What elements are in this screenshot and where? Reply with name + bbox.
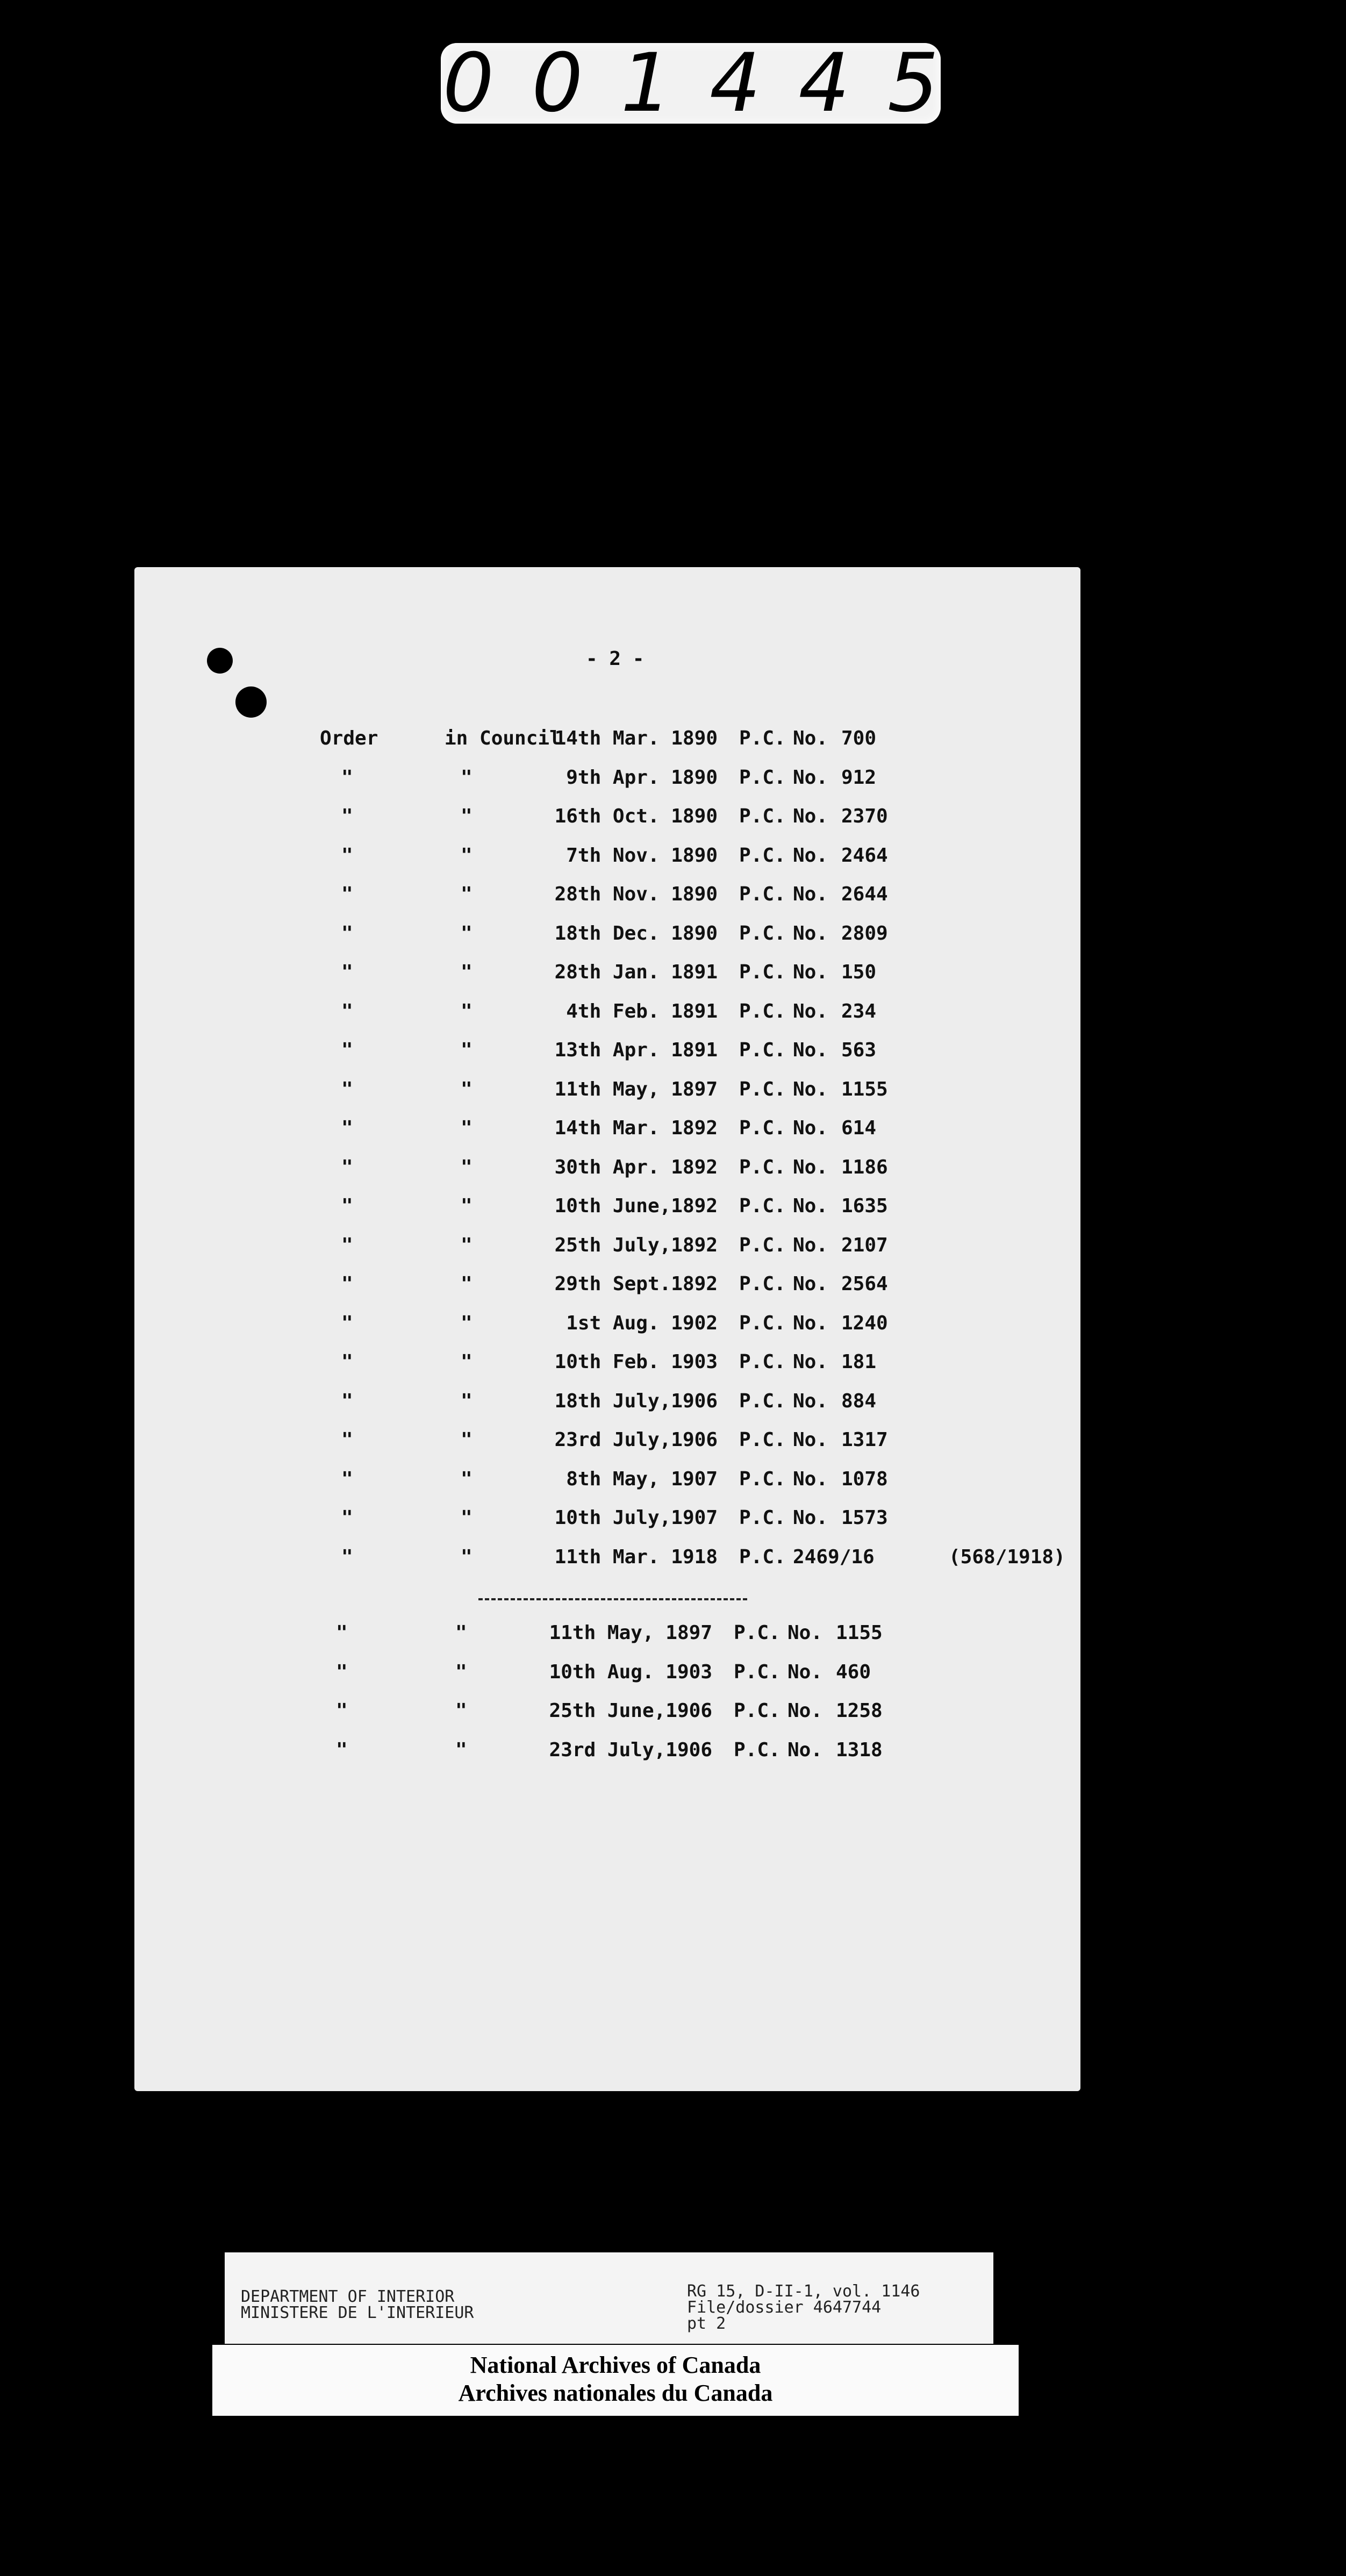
order-b: ": [461, 1312, 472, 1334]
order-pc: P.C.: [739, 1507, 786, 1529]
order-no: No.: [793, 1195, 828, 1217]
order-b: ": [461, 883, 472, 905]
order-a: ": [336, 1738, 348, 1761]
order-no: No.: [793, 1117, 828, 1139]
order-no: No.: [787, 1738, 823, 1761]
order-a: ": [341, 922, 353, 944]
order-b: ": [461, 1234, 472, 1256]
order-pc: P.C.: [734, 1661, 781, 1683]
order-num: 181: [841, 1351, 877, 1373]
order-no: No.: [787, 1622, 823, 1644]
order-a: ": [341, 1078, 353, 1100]
order-a: ": [341, 1390, 353, 1412]
order-a: ": [341, 1039, 353, 1061]
order-num: 1186: [841, 1156, 888, 1178]
order-pc: P.C.: [734, 1700, 781, 1722]
order-b: ": [461, 1545, 472, 1568]
order-no: No.: [793, 961, 828, 983]
order-b: ": [461, 1429, 472, 1451]
order-pc: P.C.: [739, 961, 786, 983]
order-pc: P.C.: [739, 805, 786, 827]
order-date: 1st Aug. 1902: [566, 1312, 718, 1334]
order-a: ": [336, 1661, 348, 1683]
order-a: ": [341, 1545, 353, 1568]
order-no: No.: [787, 1700, 823, 1722]
punch-hole: [235, 686, 267, 718]
order-pc: P.C.: [739, 1545, 786, 1568]
order-a: ": [341, 805, 353, 827]
order-a: ": [341, 1156, 353, 1178]
punch-hole: [207, 648, 233, 674]
order-date: 10th Aug. 1903: [549, 1661, 712, 1683]
order-pc: P.C.: [739, 1390, 786, 1412]
order-date: 18th Dec. 1890: [554, 922, 718, 944]
order-pc: P.C.: [739, 1234, 786, 1256]
order-a: Order: [320, 727, 378, 749]
order-no: No.: [793, 805, 828, 827]
order-no: No.: [793, 727, 828, 749]
order-b: ": [461, 1039, 472, 1061]
order-num: 2809: [841, 922, 888, 944]
order-pc: P.C.: [739, 1468, 786, 1490]
order-a: ": [341, 1000, 353, 1022]
order-no: No.: [793, 1507, 828, 1529]
order-b: ": [455, 1700, 467, 1722]
order-no: No.: [793, 1312, 828, 1334]
order-pc: P.C.: [739, 1000, 786, 1022]
order-b: ": [461, 766, 472, 789]
order-no: No.: [793, 1234, 828, 1256]
order-b: ": [455, 1738, 467, 1761]
order-pc: P.C.: [739, 1273, 786, 1295]
order-date: 13th Apr. 1891: [554, 1039, 718, 1061]
file-reference: [687, 2284, 920, 2332]
order-b: ": [455, 1661, 467, 1683]
order-num: 614: [841, 1117, 877, 1139]
order-date: 10th July,1907: [554, 1507, 718, 1529]
order-date: 7th Nov. 1890: [566, 844, 718, 867]
order-date: 11th Mar. 1918: [554, 1545, 718, 1568]
order-no: No.: [793, 922, 828, 944]
order-a: ": [336, 1700, 348, 1722]
order-num: 1155: [836, 1622, 883, 1644]
order-num: 1258: [836, 1700, 883, 1722]
order-no: No.: [793, 1000, 828, 1022]
department-name-fr: MINISTERE DE L'INTERIEUR: [241, 2303, 474, 2322]
order-b: ": [461, 1390, 472, 1412]
order-num: 2564: [841, 1273, 888, 1295]
order-extra: (568/1918): [949, 1545, 1065, 1568]
order-b: ": [461, 1078, 472, 1100]
archive-reference-label: [225, 2252, 993, 2344]
order-no: No.: [793, 1078, 828, 1100]
order-b: in Council: [445, 727, 561, 749]
order-num: 1155: [841, 1078, 888, 1100]
record-group: RG 15, D-II-1, vol. 1146: [687, 2282, 920, 2301]
order-pc: P.C.: [739, 1156, 786, 1178]
order-num: 2370: [841, 805, 888, 827]
order-num: 1635: [841, 1195, 888, 1217]
separator-line: [478, 1598, 747, 1600]
frame-number-stamp: [441, 37, 977, 130]
order-num: 912: [841, 766, 877, 789]
order-a: ": [341, 883, 353, 905]
order-pc: P.C.: [734, 1622, 781, 1644]
order-pc: P.C.: [739, 1117, 786, 1139]
order-no: No.: [793, 844, 828, 867]
order-b: ": [461, 961, 472, 983]
order-a: ": [341, 844, 353, 867]
department-name-en: DEPARTMENT OF INTERIOR: [241, 2287, 455, 2306]
order-num: 700: [841, 727, 877, 749]
order-b: ": [461, 844, 472, 867]
order-pc: P.C.: [739, 1351, 786, 1373]
order-date: 25th July,1892: [554, 1234, 718, 1256]
order-no: No.: [793, 766, 828, 789]
order-date: 23rd July,1906: [549, 1738, 712, 1761]
order-no: No.: [793, 1273, 828, 1295]
order-date: 23rd July,1906: [554, 1429, 718, 1451]
order-date: 9th Apr. 1890: [566, 766, 718, 789]
order-a: ": [341, 1351, 353, 1373]
order-pc: P.C.: [739, 1039, 786, 1061]
order-date: 10th June,1892: [554, 1195, 718, 1217]
document-page: [134, 567, 1080, 2091]
order-b: ": [461, 1507, 472, 1529]
order-no: No.: [793, 1039, 828, 1061]
order-date: 10th Feb. 1903: [554, 1351, 718, 1373]
order-b: ": [461, 805, 472, 827]
order-pc: P.C.: [739, 766, 786, 789]
file-part: pt 2: [687, 2314, 726, 2333]
order-num: 563: [841, 1039, 877, 1061]
page-number: - 2 -: [586, 648, 645, 670]
order-num: 2644: [841, 883, 888, 905]
order-pc: P.C.: [739, 883, 786, 905]
order-date: 14th Mar. 1892: [554, 1117, 718, 1139]
order-b: ": [461, 1351, 472, 1373]
order-date: 11th May, 1897: [549, 1622, 712, 1644]
archives-name-fr: Archives nationales du Canada: [458, 2380, 773, 2406]
order-no: No.: [793, 883, 828, 905]
order-num: 884: [841, 1390, 877, 1412]
order-pc: P.C.: [734, 1738, 781, 1761]
order-date: 25th June,1906: [549, 1700, 712, 1722]
order-date: 4th Feb. 1891: [566, 1000, 718, 1022]
order-a: ": [341, 1234, 353, 1256]
order-date: 16th Oct. 1890: [554, 805, 718, 827]
order-b: ": [461, 1156, 472, 1178]
order-date: 30th Apr. 1892: [554, 1156, 718, 1178]
order-num: 1240: [841, 1312, 888, 1334]
order-date: 28th Nov. 1890: [554, 883, 718, 905]
order-num: 2107: [841, 1234, 888, 1256]
archives-name-en: National Archives of Canada: [470, 2352, 761, 2378]
archives-credit: [212, 2345, 1019, 2416]
order-num: 1573: [841, 1507, 888, 1529]
order-no: No.: [793, 1390, 828, 1412]
order-num: 150: [841, 961, 877, 983]
order-a: ": [341, 1195, 353, 1217]
department-name: [241, 2289, 474, 2321]
order-a: ": [341, 1429, 353, 1451]
order-no: No.: [793, 1351, 828, 1373]
order-num: 460: [836, 1661, 871, 1683]
order-pc: P.C.: [739, 727, 786, 749]
order-a: ": [341, 1117, 353, 1139]
order-a: ": [341, 1273, 353, 1295]
order-date: 29th Sept.1892: [554, 1273, 718, 1295]
order-date: 14th Mar. 1890: [554, 727, 718, 749]
order-a: ": [341, 1468, 353, 1490]
file-number: File/dossier 4647744: [687, 2298, 882, 2317]
order-b: ": [455, 1622, 467, 1644]
order-num: 1318: [836, 1738, 883, 1761]
order-pc: P.C.: [739, 922, 786, 944]
order-no: No.: [787, 1661, 823, 1683]
frame-number: 001445: [442, 37, 977, 130]
order-pc: P.C.: [739, 1195, 786, 1217]
order-num: 2469/16: [793, 1545, 875, 1568]
order-pc: P.C.: [739, 1078, 786, 1100]
order-pc: P.C.: [739, 1429, 786, 1451]
order-b: ": [461, 922, 472, 944]
order-pc: P.C.: [739, 844, 786, 867]
order-a: ": [341, 766, 353, 789]
order-num: 1078: [841, 1468, 888, 1490]
order-pc: P.C.: [739, 1312, 786, 1334]
order-no: No.: [793, 1156, 828, 1178]
order-num: 1317: [841, 1429, 888, 1451]
order-b: ": [461, 1117, 472, 1139]
order-date: 11th May, 1897: [554, 1078, 718, 1100]
order-num: 2464: [841, 844, 888, 867]
order-a: ": [336, 1622, 348, 1644]
order-a: ": [341, 961, 353, 983]
order-no: No.: [793, 1468, 828, 1490]
order-num: 234: [841, 1000, 877, 1022]
order-date: 18th July,1906: [554, 1390, 718, 1412]
order-no: No.: [793, 1429, 828, 1451]
order-b: ": [461, 1195, 472, 1217]
order-date: 28th Jan. 1891: [554, 961, 718, 983]
order-b: ": [461, 1273, 472, 1295]
order-b: ": [461, 1468, 472, 1490]
order-a: ": [341, 1312, 353, 1334]
order-a: ": [341, 1507, 353, 1529]
order-b: ": [461, 1000, 472, 1022]
order-date: 8th May, 1907: [566, 1468, 718, 1490]
